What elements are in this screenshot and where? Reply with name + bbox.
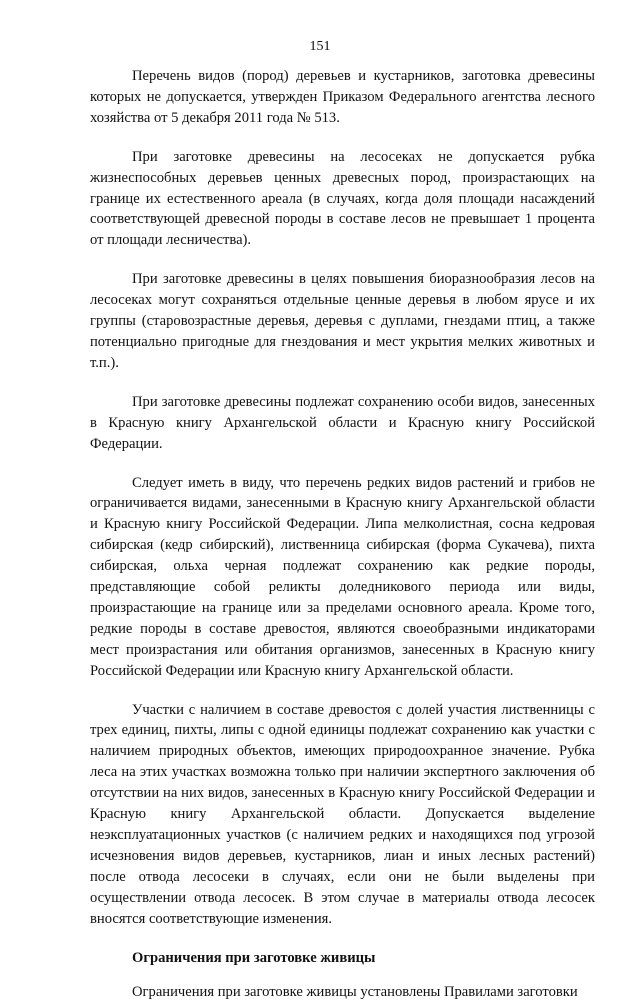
paragraph-resin-restrictions: Ограничения при заготовке живицы установлены Правилами заготовки bbox=[132, 984, 578, 1001]
paragraph-biodiversity: При заготовке древесины в целях повышения биоразнообразия лесов на лесосеках могут сохраняться отдельные ценные деревья в любом ярусе и их группы (старовозрастные деревья, деревья с дуплами, гнездами птиц, а также потенциально пригодные для гнездования и мест укрытия мелких животных и т.п.). bbox=[90, 271, 595, 371]
paragraph-rare-species: Следует иметь в виду, что перечень редких видов растений и грибов не ограничивается видами, занесенными в Красную книгу Архангельской области и Красную книгу Российской Федерации. Липа мелколистная, сосна кедровая сибирская (кедр сибирский), лиственница сибирская (форма Сукачева), пихта сибирская, ольха черная подлежат сохранению как редкие породы, представляющие собой реликты доледникового периода или виды, произрастающие на границе или за пределами основного ареала. Кроме того, редкие породы в составе древостоя, являются своеобразными индикаторами мест произрастания или обитания организмов, занесенных в Красную книгу Российской Федерации или Красную книгу Архангельской области. bbox=[90, 474, 595, 679]
document-body bbox=[90, 66, 595, 1003]
section-heading: Ограничения при заготовке живицы bbox=[132, 949, 376, 966]
paragraph-species-list: Перечень видов (пород) деревьев и кустарников, заготовка древесины которых не допускается, утвержден Приказом Федерального агентства лесного хозяйства от 5 декабря 2011 года № 513. bbox=[90, 68, 595, 126]
paragraph-range-boundary: При заготовке древесины на лесосеках не допускается рубка жизнеспособных деревьев ценных древесных пород, произрастающих на границе их естественного ареала (в случаях, когда доля площади насаждений соответствующей древесной породы в составе лесов не превышает 1 процента от площади лесничества). bbox=[90, 148, 595, 249]
page-number: 151 bbox=[309, 39, 331, 54]
paragraph-red-book: При заготовке древесины подлежат сохранению особи видов, занесенных в Красную книгу Архангельской области и Красную книгу Российской Федерации. bbox=[90, 393, 595, 452]
paragraph-protected-plots: Участки с наличием в составе древостоя с долей участия лиственницы с трех единиц, пихты, липы с одной единицы подлежат сохранению как участки с наличием природных объектов, имеющих природоохранное значение. Рубка леса на этих участках возможна только при наличии экспертного заключения об отсутствии на них видов, занесенных в Красную книгу Российской Федерации и Красную книгу Архангельской области. Допускается выделение неэксплуатационных участков (с наличием редких и находящихся под угрозой исчезновения видов деревьев, кустарников, лиан и иных лесных растений) после отвода лесосеки в случаях, если они не были выделены при осуществлении отвода лесосек. В этом случае в материалы отвода лесосек вносятся соответствующие изменения. bbox=[90, 701, 595, 927]
